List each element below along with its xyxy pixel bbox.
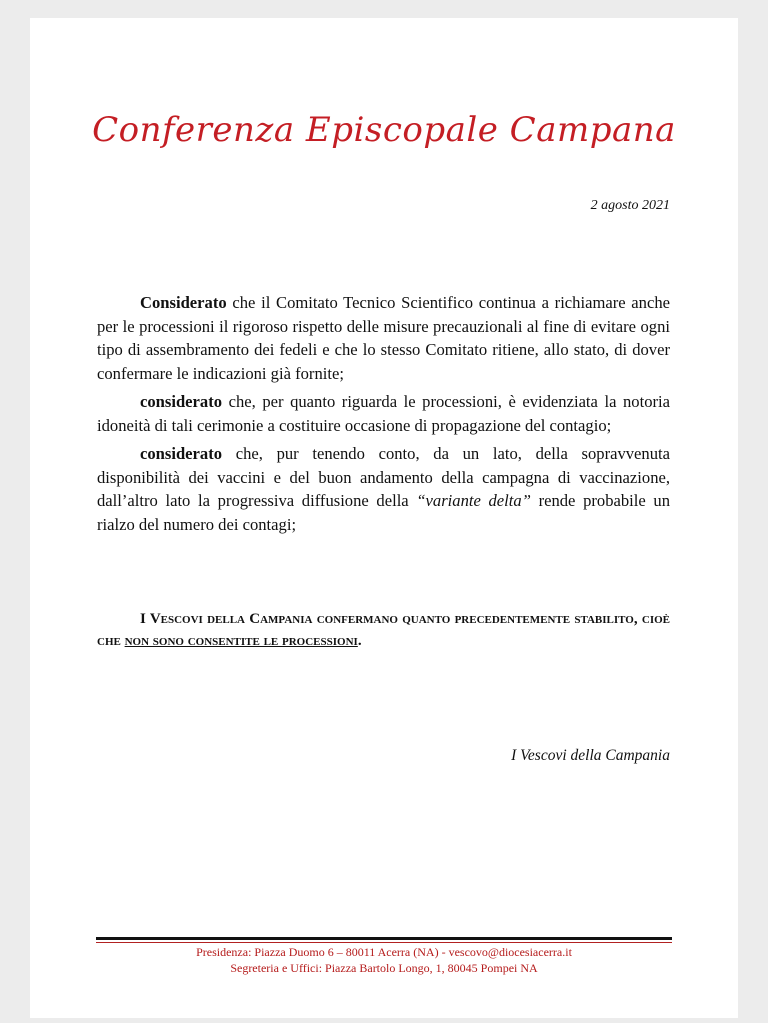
signature: I Vescovi della Campania (511, 747, 670, 764)
paragraph-3-text-after: rende probabile un rialzo del numero dei contagi; (97, 491, 670, 534)
decision-end: . (357, 633, 362, 649)
paragraph-2 (97, 390, 670, 437)
decision-text: I Vescovi della Campania confermano quanto precedentemente stabilito, cioè che (97, 611, 670, 649)
paragraph-2-lead: considerato (140, 392, 223, 411)
paragraph-2-text: che, per quanto riguarda le processioni, è evidenziata la notoria idoneità di tali cerimonie a costituire occasione di propagazione del contagio; (97, 392, 670, 435)
footer (30, 944, 738, 976)
paragraph-3 (97, 442, 670, 536)
paragraph-3-lead: considerato (140, 444, 223, 463)
document-page (30, 18, 738, 1018)
document-date: 2 agosto 2021 (590, 198, 670, 213)
decision-statement (97, 608, 670, 652)
paragraph-1-lead: Considerato (140, 293, 227, 312)
paragraph-1-text: che il Comitato Tecnico Scientifico continua a richiamare anche per le processioni il rigoroso rispetto delle misure precauzionali al fine di evitare ogni tipo di assembramento dei fedeli e che lo stesso Comitato ritiene, allo stato, di dover confermare le indicazioni già fornite; (97, 293, 670, 383)
paragraph-3-text-before: che, pur tenendo conto, da un lato, della sopravvenuta disponibilità dei vaccini e del buon andamento della campagna di vaccinazione, dall’altro lato la progressiva diffusione della (97, 444, 670, 510)
paragraph-1 (97, 291, 670, 385)
paragraph-3-emphasis: “variante delta” (416, 491, 531, 510)
document-body (97, 291, 670, 541)
footer-line-2: Segreteria e Uffici: Piazza Bartolo Longo, 1, 80045 Pompei NA (230, 961, 538, 975)
footer-divider (96, 937, 672, 943)
footer-line-1: Presidenza: Piazza Duomo 6 – 80011 Acerra (NA) - vescovo@diocesiacerra.it (196, 945, 572, 959)
decision-underlined: non sono consentite le processioni (124, 633, 358, 649)
letterhead-title: Conferenza Episcopale Campana (92, 110, 676, 150)
